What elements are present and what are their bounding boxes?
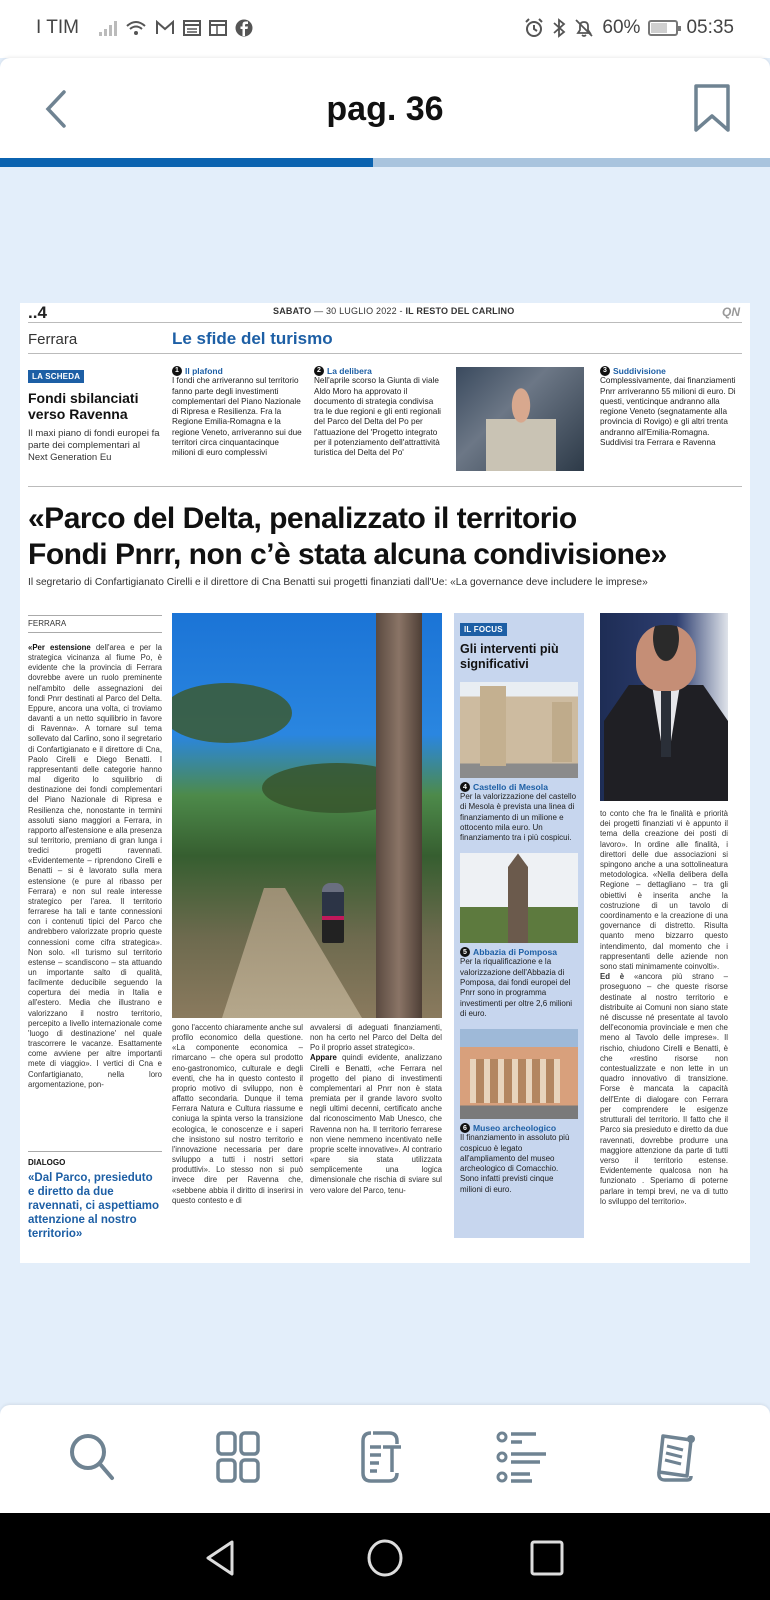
box-text: Complessivamente, dai finanziamenti Pnrr arriveranno 55 milioni di euro. Di questi, venticinque andranno alla regione Veneto (segnatamente alla provincia di Rovigo) e gli altri trenta andranno all'Emilia-Romagna. Suddivisi tra Ferrara e Ravenna xyxy=(600,376,736,448)
dialogo-quote-box xyxy=(28,1151,162,1241)
photo-man-seated xyxy=(456,367,584,471)
subheadline: Il segretario di Confartigianato Cirelli e il direttore di Cna Benatti sui progetti finanziati dall'Ue: «La governance deve includere le imprese» xyxy=(28,577,648,588)
search-button[interactable] xyxy=(62,1425,122,1489)
section-name: Ferrara xyxy=(28,331,78,348)
pages-grid-button[interactable] xyxy=(208,1425,268,1489)
number-badge: 6 xyxy=(460,1123,470,1133)
newspaper-page[interactable] xyxy=(20,303,750,1263)
reading-progress-fill xyxy=(0,158,373,167)
photo-cyclists-pinewood xyxy=(172,613,442,1018)
lead-text: Appare xyxy=(310,1053,337,1063)
day-label: SABATO xyxy=(273,306,312,316)
info-box-suddivisione xyxy=(600,366,740,448)
body-text: quindi evidente, analizzano Cirelli e Benatti, «che Ferrara nel progetto del piano di investimenti complementari al Pnrr non è stata premiata per il grande lavoro svolto negli ultimi decenni, certificato anche dal riconoscimento Mab Unesco, che Ravenna non ha. Il territorio ferrarese non viene nemmeno incentivato nelle proprie scelte innovative». Al contrario «pare sia stata utilizzata semplicemente una logica dimensionale che rischia di sviare sul vero valore del Parco, tenu- xyxy=(310,1053,442,1195)
gmail-icon xyxy=(155,20,175,36)
article-column-4 xyxy=(600,809,728,1207)
page-title: pag. 36 xyxy=(326,90,444,128)
focus-item-title: Museo archeologico xyxy=(473,1123,557,1134)
lead-text: Ed è xyxy=(600,972,625,982)
box-text: I fondi che arriveranno sul territorio fanno parte degli investimenti complementari del Piano Nazionale di Ripresa e Resilienza. Fra la Regione Emilia-Romagna e la regione Veneto, arriveranno sui due territori circa cinquantacinque milioni di euro complessivi xyxy=(172,376,302,458)
system-recents-button[interactable] xyxy=(527,1538,567,1578)
body-text: «ancora più strano – proseguono – che queste risorse destinate al nostro territorio e distribuite ai Comuni non siano state né discusse né presentate al tavolo dell'economia provinciale e men che meno al Tavolo delle imprese». Il rischio, chiudono Cirelli e Benatti, è che «restino risorse non contestualizzate e non lette in un quadro innovativo di transizione. Forse è mancata la capacità dell'Ente di dialogare con Ferrara per comprendere le esigenze strutturali del territorio. Il fatto che il Parco sia presieduto e diretto da due ravennati, dovrebbe produrre una maggiore attenzione da parte di tutti verso il territorio estense. Evidentemente qualcosa non ha funzionato . Speriamo di poterne parlare in tempi brevi, ne va di tutto lo sviluppo del territorio». xyxy=(600,972,728,1206)
body-text: to conto che fra le finalità e priorità dei progetti finanziati vi è appunto il tema della creazione dei posti di lavoro». In ordine alle finalità, i direttori delle due associazioni si spingono anche a una sottolineatura metodologica. «Nella delibera della Regione – dettagliano – tra gli obiettivi è inserita anche la costruzione di un tavolo di coordinamento e la creazione di una governance di distretto. Risulta quanto meno bizzarro questo intendimento, dal momento che i rappresentanti delle aziende non sono stati minimamente coinvolti». xyxy=(600,809,728,972)
system-navigation-bar xyxy=(0,1513,770,1600)
number-badge: 3 xyxy=(600,366,610,376)
carrier-label: I TIM xyxy=(36,17,79,38)
scheda-tag: LA SCHEDA xyxy=(28,370,84,383)
qn-logo: QN xyxy=(722,305,740,319)
system-home-button[interactable] xyxy=(365,1538,405,1578)
article-column-3 xyxy=(310,1023,442,1196)
clock: 05:35 xyxy=(686,17,734,38)
body-text: avvalersi di adeguati finanziamenti, non ha certo nel Parco del Delta del Po il proprio asset strategico». xyxy=(310,1023,442,1053)
system-back-button[interactable] xyxy=(202,1538,242,1578)
focus-item-title: Castello di Mesola xyxy=(473,782,548,792)
notepad-icon xyxy=(653,1430,699,1484)
paper-name: IL RESTO DEL CARLINO xyxy=(405,306,515,316)
body-text: dell'area e per la strategica vicinanza al fiume Po, è evidente che la provincia di Ferrara dovrebbe avere un ruolo preminente nell'ambito delle assegnazioni dei fondi Pnrr destinati al Parco del Delta. Eppure, ancora una volta, ci troviamo davanti a un netto squilibrio in favore di Ravenna». A tornare sul tema sollevato dal Carlino, sono il segretario di Confartigianato e il direttore di Cna, Paolo Cirelli e Diego Benatti. I rappresentanti delle categorie hanno mal digerito lo squilibrio di destinazione dei fondi complementari del Piano Nazionale di Ripresa e Resilienza che, nonostante in termini assoluti siano maggiori a Ferrara, in rapporto all'estensione e alla presenza sul territorio, premiano di gran lunga i tredici progetti ravennati. «Evidentemente – riprendono Cirelli e Benatti – si è lavorato sulla mera estensione (e pure al ribasso per Ferrara) e non sul reale interesse strategico per l'area. Il territorio ferrarese ha tali e tante connessioni con i contenuti tipici del Parco che andrebbero valorizzate proprio queste connessioni come cifra strategica». Non solo. «Il turismo sul territorio estense – scandiscono – sta attuando un importante salto di qualità, facilmente deducibile seguendo la copertura dei media in Italia e all'estero. Media che illustrano e valorizzano il nostro territorio, percepito a livello internazionale come 'luogo di destinazione' nel quale trascorrere le vacanze. Esattamente come avviene per altre importanti mete di viaggio». I vertici di Cna e Confartigianato, nella loro argomentazione, pon- xyxy=(28,643,162,1089)
photo-portrait-man xyxy=(600,613,728,801)
alarm-icon xyxy=(524,18,544,38)
notes-button[interactable] xyxy=(646,1425,706,1489)
info-box-delibera xyxy=(314,366,444,459)
bottom-toolbar xyxy=(0,1405,770,1513)
scheda-text: Il maxi piano di fondi europei fa parte dei complementari al Next Generation Eu xyxy=(28,428,160,463)
dateline xyxy=(273,306,514,316)
back-triangle-icon xyxy=(202,1538,242,1578)
number-badge: 5 xyxy=(460,947,470,957)
article-dateline: FERRARA xyxy=(28,615,162,633)
photo-museo-archeologico xyxy=(460,1029,578,1119)
focus-item-title: Abbazia di Pomposa xyxy=(473,947,558,958)
grid-icon xyxy=(215,1430,261,1484)
focus-tag: IL FOCUS xyxy=(460,623,507,636)
scheda-title: Fondi sbilanciati verso Ravenna xyxy=(28,390,139,422)
article-column-1 xyxy=(28,643,162,1090)
focus-title: Gli interventi più significativi xyxy=(460,642,559,671)
box-title: Suddivisione xyxy=(613,366,666,376)
text-article-icon xyxy=(359,1430,405,1484)
index-button[interactable] xyxy=(494,1425,554,1489)
battery-percent: 60% xyxy=(602,17,641,38)
number-badge: 2 xyxy=(314,366,324,376)
app-bar xyxy=(0,58,770,158)
dialogo-quote: «Dal Parco, presieduto e diretto da due ravennati, ci aspettiamo attenzione al nostro territorio» xyxy=(28,1172,160,1240)
section-title: Le sfide del turismo xyxy=(172,329,333,348)
box-title: Il plafond xyxy=(185,366,223,376)
info-box-plafond xyxy=(172,366,302,459)
status-bar xyxy=(0,0,770,58)
wifi-icon xyxy=(125,19,147,37)
mute-icon xyxy=(574,18,594,38)
box-text: Nell'aprile scorso la Giunta di viale Aldo Moro ha approvato il documento di strategia condivisa tra le due regioni e gli enti regionali del Parco del Delta del Po per l'attuazione del 'Progetto integrato per il potenziamento dell'attrattività turistica del Delta del Po' xyxy=(314,376,441,458)
focus-item-text: Il finanziamento in assoluto più cospicuo è legato all'ampliamento del museo archeologico di Comacchio. Sono infatti previsti cinque milioni di euro. xyxy=(460,1133,570,1194)
text-view-button[interactable] xyxy=(352,1425,412,1489)
recents-square-icon xyxy=(527,1538,567,1578)
headline xyxy=(28,501,742,573)
reading-progress-bar xyxy=(0,158,770,167)
number-badge: 4 xyxy=(460,782,470,792)
divider xyxy=(28,486,742,487)
focus-sidebar xyxy=(454,613,584,1238)
bluetooth-icon xyxy=(552,18,566,38)
article-column-2: gono l'accento chiaramente anche sul profilo economico della questione. «La componente economica – rimarcano – che opera sul prodotto eno-gastronomico, culturale e degli eventi, che ha in questo contesto il proprio motivo di sviluppo, non è affatto secondaria. Dunque il tema Ferrara Natura e Cultura riassume e coniuga la spinta verso la transizione ecologica, le conoscenze e i saperi che insistono sul nostro territorio e l'innovazione necessaria per dare sviluppo a tutti i nostri settori produttivi». Lo stesso non si può invece dire per Ravenna che, «sebbene abbia il diritto di inserirsi in questo contesto e di xyxy=(172,1023,303,1205)
photo-abbazia-pomposa xyxy=(460,853,578,943)
focus-item-text: Per la valorizzazione del castello di Mesola è prevista una linea di finanziamento di un milione e ottocento mila euro. Un finanziamento tra i più cospicui. xyxy=(460,792,577,843)
photo-castello-mesola xyxy=(460,682,578,778)
search-icon xyxy=(67,1430,117,1484)
scheda-box xyxy=(28,366,160,464)
date-label: — 30 LUGLIO 2022 - xyxy=(314,306,403,316)
bookmark-button[interactable] xyxy=(692,82,732,134)
list-icon xyxy=(496,1430,552,1484)
page-number: ..4 xyxy=(28,303,47,322)
number-badge: 1 xyxy=(172,366,182,376)
box-title: La delibera xyxy=(327,366,372,376)
lead-text: «Per estensione xyxy=(28,643,91,652)
signal-icon xyxy=(99,20,117,36)
divider xyxy=(28,353,742,354)
headline-line: Fondi Pnrr, non c’è stata alcuna condivisione» xyxy=(28,538,667,571)
facebook-icon xyxy=(235,19,253,37)
page-header xyxy=(28,303,742,323)
bookmark-icon xyxy=(692,82,732,134)
dialogo-label: DIALOGO xyxy=(28,1158,66,1167)
focus-item-text: Per la riqualificazione e la valorizzazione dell'Abbazia di Pomposa, dai fondi europei del Pnrr sono in programma investimenti per oltre 2,6 milioni di euro. xyxy=(460,957,573,1018)
news-icon xyxy=(183,20,201,36)
home-circle-icon xyxy=(365,1538,405,1578)
headline-line: «Parco del Delta, penalizzato il territorio xyxy=(28,502,577,535)
battery-icon xyxy=(648,20,678,36)
news-icon xyxy=(209,20,227,36)
